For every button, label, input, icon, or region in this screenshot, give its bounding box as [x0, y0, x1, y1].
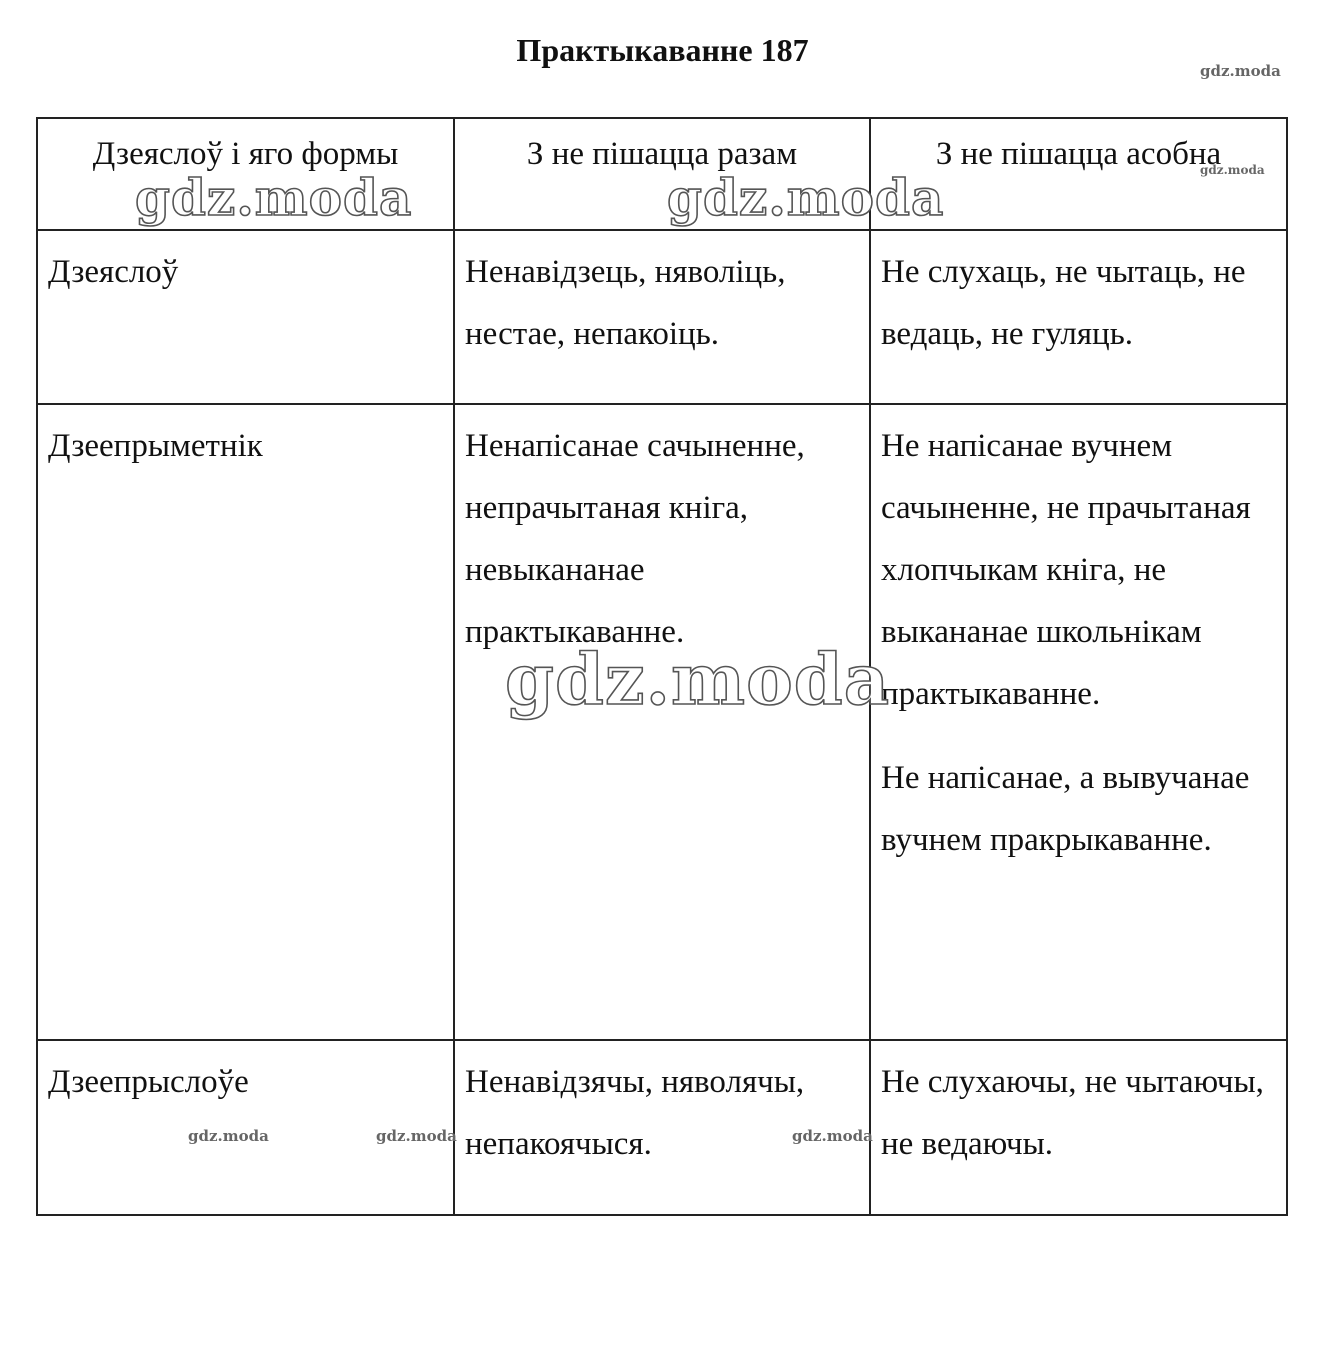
watermark-small: gdz.moda — [1200, 163, 1265, 177]
table-row — [37, 230, 1287, 404]
table-row — [37, 1040, 1287, 1215]
separate-paragraph: Не слухаць, не чытаць, не ведаць, не гуляць. — [881, 254, 1246, 352]
row-form-cell: Дзеепрыслоўе — [37, 1040, 454, 1215]
row-together-cell: Ненапісанае сачыненне, непрачытаная кніга, невыкананае практыкаванне. — [454, 404, 870, 1040]
row-together-cell: Ненавідзячы, няволячы, непакоячыся. — [454, 1040, 870, 1215]
watermark-large: gdz.moda — [505, 638, 891, 721]
row-form-cell: Дзеепрыметнік — [37, 404, 454, 1040]
header-cell-separate: З не пішацца асобна — [870, 118, 1287, 230]
separate-paragraph: Не напісанае, а вывучанае вучнем пракрыкаванне. — [881, 760, 1250, 858]
row-form-cell: Дзеяслоў — [37, 230, 454, 404]
table-row — [37, 404, 1287, 1040]
watermark-small: gdz.moda — [792, 1127, 873, 1145]
separate-paragraph: Не слухаючы, не чытаючы, не ведаючы. — [881, 1064, 1264, 1162]
separate-paragraph: Не напісанае вучнем сачыненне, не прачытаная хлопчыкам кніга, не выкананае школьнікам практыкаванне. — [881, 428, 1251, 712]
row-together-cell: Ненавідзець, няволіць, нестае, непакоіць. — [454, 230, 870, 404]
table-header-row — [37, 118, 1287, 230]
answer-table — [36, 117, 1288, 1216]
watermark-small: gdz.moda — [1200, 62, 1281, 80]
row-separate-cell — [870, 404, 1287, 1040]
header-cell-forms: Дзеяслоў і яго формы — [37, 118, 454, 230]
watermark-large: gdz.moda — [135, 168, 413, 227]
header-cell-together: З не пішацца разам — [454, 118, 870, 230]
row-separate-cell — [870, 230, 1287, 404]
watermark-large: gdz.moda — [667, 168, 945, 227]
row-separate-cell — [870, 1040, 1287, 1215]
watermark-small: gdz.moda — [188, 1127, 269, 1145]
page-title: Практыкаванне 187 — [516, 32, 809, 68]
watermark-small: gdz.moda — [376, 1127, 457, 1145]
